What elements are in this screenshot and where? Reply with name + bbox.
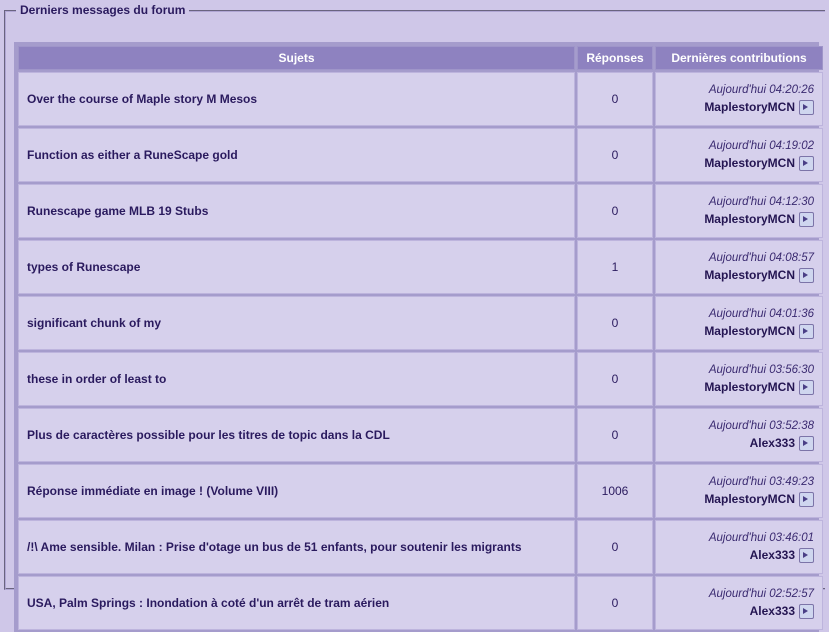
- last-post-author-link[interactable]: MaplestoryMCN: [704, 324, 795, 339]
- last-post-date: Aujourd'hui 04:19:02: [708, 139, 814, 152]
- forum-table-container: [14, 42, 819, 632]
- last-contribution-cell: [655, 296, 823, 350]
- reply-count: 0: [577, 408, 653, 462]
- last-post-date: Aujourd'hui 04:20:26: [708, 83, 814, 96]
- table-row: [18, 184, 823, 238]
- topic-link[interactable]: Function as either a RuneScape gold: [18, 128, 575, 182]
- topic-link[interactable]: types of Runescape: [18, 240, 575, 294]
- reply-count: 0: [577, 184, 653, 238]
- last-post-date: Aujourd'hui 04:08:57: [708, 251, 814, 264]
- last-post-date: Aujourd'hui 04:01:36: [708, 307, 814, 320]
- last-post-date: Aujourd'hui 02:52:57: [708, 587, 814, 600]
- table-row: [18, 296, 823, 350]
- goto-last-post-icon[interactable]: [799, 156, 814, 171]
- last-post-date: Aujourd'hui 03:49:23: [708, 475, 814, 488]
- last-post-author-link[interactable]: MaplestoryMCN: [704, 100, 795, 115]
- last-contribution-cell: [655, 576, 823, 630]
- goto-last-post-icon[interactable]: [799, 380, 814, 395]
- table-row: [18, 240, 823, 294]
- last-contribution-cell: [655, 240, 823, 294]
- panel-legend: Derniers messages du forum: [16, 3, 189, 17]
- table-row: [18, 128, 823, 182]
- reply-count: 1006: [577, 464, 653, 518]
- reply-count: 0: [577, 72, 653, 126]
- last-contribution-cell: [655, 464, 823, 518]
- last-post-date: Aujourd'hui 03:46:01: [708, 531, 814, 544]
- goto-last-post-icon[interactable]: [799, 604, 814, 619]
- table-row: [18, 72, 823, 126]
- table-row: [18, 464, 823, 518]
- last-post-author-link[interactable]: Alex333: [749, 604, 795, 619]
- column-header-subject[interactable]: Sujets: [18, 46, 575, 70]
- topic-link[interactable]: USA, Palm Springs : Inondation à coté d'un arrêt de tram aérien: [18, 576, 575, 630]
- last-contribution-cell: [655, 128, 823, 182]
- last-contribution-cell: [655, 520, 823, 574]
- last-contribution-cell: [655, 408, 823, 462]
- last-post-author-link[interactable]: MaplestoryMCN: [704, 156, 795, 171]
- goto-last-post-icon[interactable]: [799, 100, 814, 115]
- goto-last-post-icon[interactable]: [799, 548, 814, 563]
- goto-last-post-icon[interactable]: [799, 324, 814, 339]
- reply-count: 0: [577, 128, 653, 182]
- reply-count: 0: [577, 352, 653, 406]
- last-post-author-link[interactable]: MaplestoryMCN: [704, 212, 795, 227]
- reply-count: 0: [577, 520, 653, 574]
- table-row: [18, 408, 823, 462]
- goto-last-post-icon[interactable]: [799, 268, 814, 283]
- latest-posts-table: [16, 44, 825, 632]
- last-post-date: Aujourd'hui 03:52:38: [708, 419, 814, 432]
- table-body: [18, 72, 823, 630]
- last-post-date: Aujourd'hui 04:12:30: [708, 195, 814, 208]
- goto-last-post-icon[interactable]: [799, 212, 814, 227]
- last-post-author-link[interactable]: MaplestoryMCN: [704, 492, 795, 507]
- table-row: [18, 352, 823, 406]
- table-row: [18, 520, 823, 574]
- topic-link[interactable]: Plus de caractères possible pour les titres de topic dans la CDL: [18, 408, 575, 462]
- last-post-author-link[interactable]: Alex333: [749, 548, 795, 563]
- last-post-author-link[interactable]: MaplestoryMCN: [704, 380, 795, 395]
- last-contribution-cell: [655, 184, 823, 238]
- table-row: [18, 576, 823, 630]
- column-header-lastpost[interactable]: Dernières contributions: [655, 46, 823, 70]
- table-header-row: [18, 46, 823, 70]
- reply-count: 0: [577, 576, 653, 630]
- topic-link[interactable]: /!\ Ame sensible. Milan : Prise d'otage un bus de 51 enfants, pour soutenir les migrants: [18, 520, 575, 574]
- last-contribution-cell: [655, 72, 823, 126]
- topic-link[interactable]: these in order of least to: [18, 352, 575, 406]
- reply-count: 0: [577, 296, 653, 350]
- column-header-replies[interactable]: Réponses: [577, 46, 653, 70]
- goto-last-post-icon[interactable]: [799, 492, 814, 507]
- reply-count: 1: [577, 240, 653, 294]
- topic-link[interactable]: Runescape game MLB 19 Stubs: [18, 184, 575, 238]
- last-post-author-link[interactable]: Alex333: [749, 436, 795, 451]
- topic-link[interactable]: Over the course of Maple story M Mesos: [18, 72, 575, 126]
- last-post-date: Aujourd'hui 03:56:30: [708, 363, 814, 376]
- topic-link[interactable]: Réponse immédiate en image ! (Volume VIII): [18, 464, 575, 518]
- topic-link[interactable]: significant chunk of my: [18, 296, 575, 350]
- last-post-author-link[interactable]: MaplestoryMCN: [704, 268, 795, 283]
- goto-last-post-icon[interactable]: [799, 436, 814, 451]
- last-contribution-cell: [655, 352, 823, 406]
